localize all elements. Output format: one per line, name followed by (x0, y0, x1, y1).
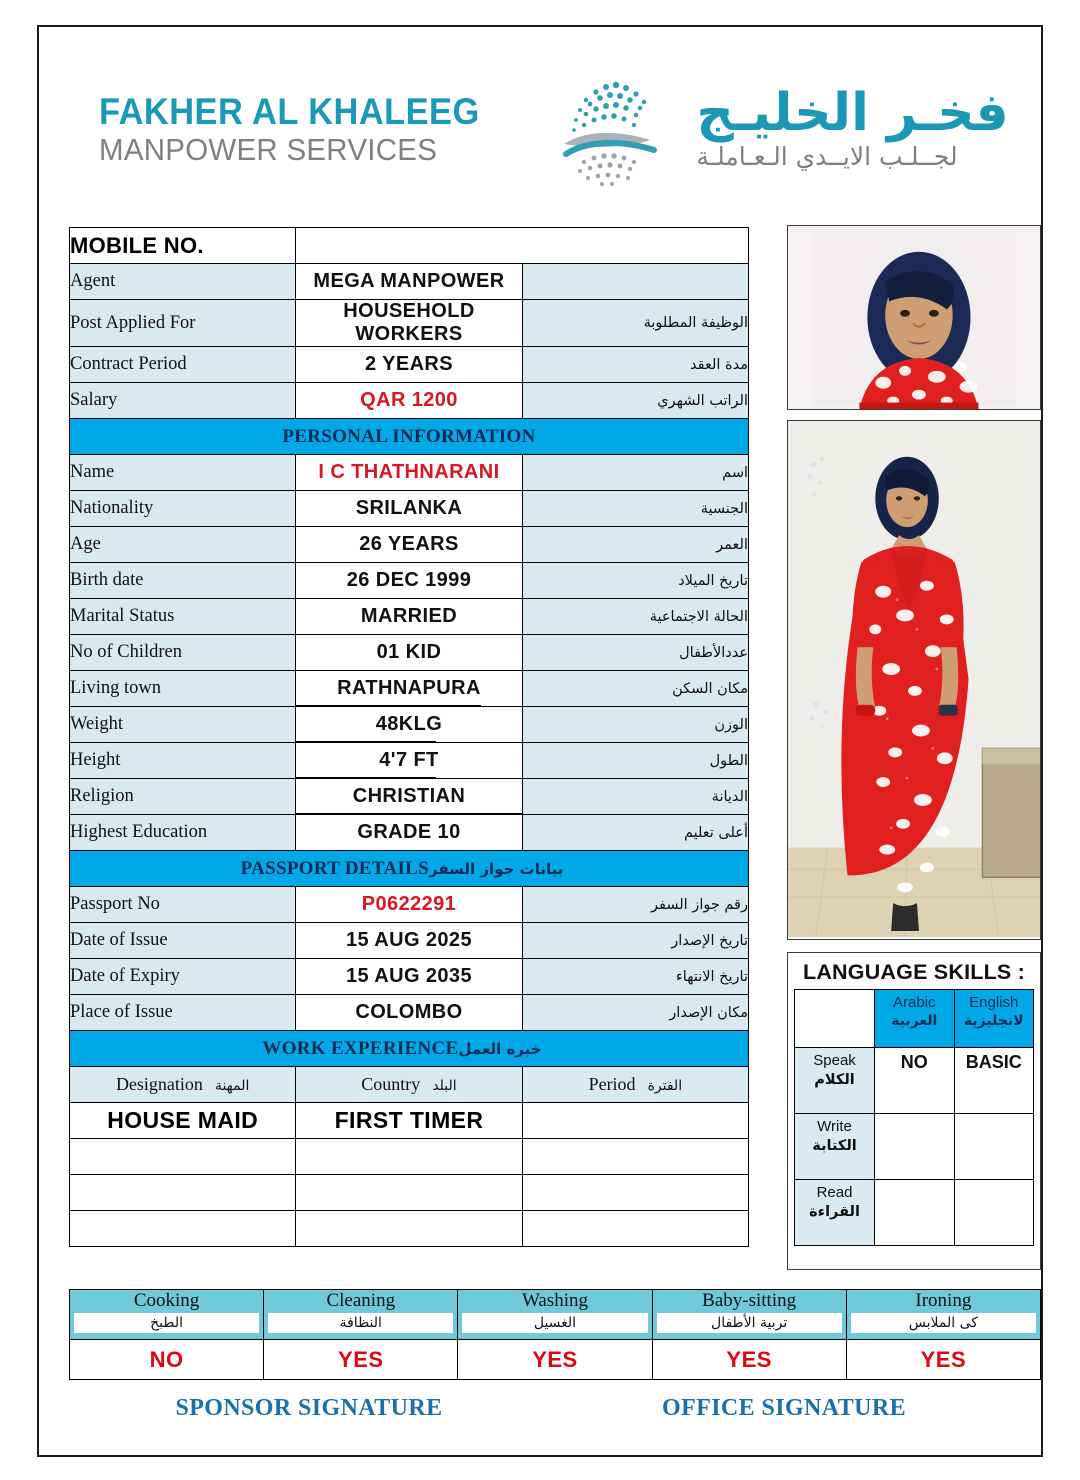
row-value: 48KLG (296, 707, 522, 743)
skill-label-babysitting: Baby-sitting (702, 1290, 797, 1311)
work-period (522, 1103, 748, 1139)
work-designation: HOUSE MAID (70, 1103, 296, 1139)
table-row (70, 779, 749, 815)
row-label: Birth date (70, 563, 296, 599)
language-skills-table (794, 989, 1034, 1246)
logo-tagline-arabic: لجــلـب الايــدي الـعـاملـة (696, 142, 958, 172)
language-columns-header (795, 990, 1034, 1048)
work-col-country-ar: البلد (432, 1078, 457, 1094)
row-label-arabic: تاريخ الإصدار (522, 923, 748, 959)
row-value: 4'7 FT (296, 743, 522, 779)
row-value-name: I C THATHNARANI (296, 455, 522, 491)
section-title-text: PERSONAL INFORMATION (282, 425, 536, 447)
language-write-english-value[interactable] (954, 1114, 1033, 1180)
row-label: Agent (70, 264, 296, 300)
table-row-mobile (70, 228, 749, 264)
skill-value-cooking: NO (70, 1340, 264, 1380)
table-row (70, 1139, 749, 1175)
row-value-salary: QAR 1200 (296, 383, 522, 419)
work-country[interactable] (296, 1211, 522, 1247)
row-label: Contract Period (70, 347, 296, 383)
work-country: FIRST TIMER (296, 1103, 522, 1139)
work-country[interactable] (296, 1175, 522, 1211)
row-value: 15 AUG 2025 (296, 923, 522, 959)
table-row (70, 671, 749, 707)
skill-label-ironing-arabic: كى الملابس (851, 1313, 1036, 1333)
table-row (70, 455, 749, 491)
skill-header-ironing (846, 1290, 1040, 1340)
row-label-arabic: مدة العقد (522, 347, 748, 383)
row-label: Marital Status (70, 599, 296, 635)
row-label-arabic: الحالة الاجتماعية (522, 599, 748, 635)
skill-label-cooking-arabic: الطبخ (74, 1313, 259, 1333)
language-read-arabic-value[interactable] (875, 1180, 954, 1246)
row-label-arabic: اسم (522, 455, 748, 491)
language-row-write (795, 1114, 1034, 1180)
logo-arabic-text (696, 83, 1009, 173)
table-row (70, 264, 749, 300)
work-country[interactable] (296, 1139, 522, 1175)
work-col-period (522, 1067, 748, 1103)
table-row (70, 347, 749, 383)
row-label-arabic: الوزن (522, 707, 748, 743)
language-row-speak (795, 1048, 1034, 1114)
language-speak-arabic-value: NO (875, 1048, 954, 1114)
row-value-passport-no: P0622291 (296, 887, 522, 923)
work-col-designation-ar: المهنة (214, 1078, 250, 1094)
language-row-write-en: Write (817, 1118, 852, 1135)
language-col-arabic (875, 990, 954, 1048)
row-label: Age (70, 527, 296, 563)
signature-row (69, 1395, 1041, 1422)
skills-header-row (70, 1290, 1041, 1340)
office-signature-label: OFFICE SIGNATURE (662, 1395, 906, 1421)
table-row (70, 635, 749, 671)
applicant-full-body-photo (787, 420, 1041, 940)
skill-value-washing: YES (458, 1340, 652, 1380)
language-row-label-speak (795, 1048, 875, 1114)
section-title-work (70, 1031, 749, 1067)
language-read-english-value[interactable] (954, 1180, 1033, 1246)
skill-header-cleaning (264, 1290, 458, 1340)
row-value: 01 KID (296, 635, 522, 671)
row-label-arabic: الطول (522, 743, 748, 779)
work-col-country (296, 1067, 522, 1103)
skill-label-cleaning-arabic: النظافة (268, 1313, 453, 1333)
logo-english-text (99, 92, 508, 169)
work-period[interactable] (522, 1139, 748, 1175)
table-row (70, 959, 749, 995)
logo-company-tagline: MANPOWER SERVICES (99, 131, 438, 167)
row-label: Passport No (70, 887, 296, 923)
skill-header-cooking (70, 1290, 264, 1340)
language-skills-title: LANGUAGE SKILLS : (803, 960, 1025, 984)
row-value: MARRIED (296, 599, 522, 635)
row-label: Height (70, 743, 296, 779)
language-write-arabic-value[interactable] (875, 1114, 954, 1180)
row-value: MEGA MANPOWER (296, 264, 522, 300)
skill-header-washing (458, 1290, 652, 1340)
row-label-arabic: تاريخ الانتهاء (522, 959, 748, 995)
language-col-arabic-ar: العربية (891, 1012, 938, 1029)
row-value: GRADE 10 (296, 815, 522, 851)
row-value: RATHNAPURA (296, 671, 522, 707)
work-col-period-en: Period (588, 1074, 636, 1094)
logo-emblem-icon (530, 70, 690, 190)
company-logo-header (69, 55, 1013, 205)
work-designation[interactable] (70, 1175, 296, 1211)
row-label-arabic: الديانة (522, 779, 748, 815)
row-value: 2 YEARS (296, 347, 522, 383)
row-value: HOUSEHOLD WORKERS (296, 300, 522, 347)
table-row (70, 707, 749, 743)
language-row-label-read (795, 1180, 875, 1246)
skill-label-washing: Washing (521, 1290, 588, 1311)
language-row-read-ar: القراءة (809, 1203, 860, 1220)
section-title-personal (70, 419, 749, 455)
language-row-label-write (795, 1114, 875, 1180)
row-value: 26 YEARS (296, 527, 522, 563)
work-col-designation-en: Designation (115, 1074, 203, 1094)
row-label-arabic: الراتب الشهري (522, 383, 748, 419)
skill-value-babysitting: YES (652, 1340, 846, 1380)
table-row (70, 563, 749, 599)
skill-label-babysitting-arabic: تربية الأطفال (657, 1313, 842, 1333)
row-value: 15 AUG 2035 (296, 959, 522, 995)
section-header-passport (70, 851, 749, 887)
skill-value-ironing: YES (846, 1340, 1040, 1380)
table-row (70, 300, 749, 347)
skill-value-cleaning: YES (264, 1340, 458, 1380)
row-label: Name (70, 455, 296, 491)
language-row-write-ar: الكتابة (812, 1137, 857, 1154)
skills-value-row (70, 1340, 1041, 1380)
row-label-arabic: عددالأطفال (522, 635, 748, 671)
row-label-arabic: الجنسية (522, 491, 748, 527)
row-label-arabic: الوظيفة المطلوبة (522, 300, 748, 347)
table-row (70, 743, 749, 779)
section-title-arabic: بيانات جواز السفر (429, 860, 564, 879)
language-skills-panel (787, 952, 1041, 1270)
row-label: Weight (70, 707, 296, 743)
row-value: SRILANKA (296, 491, 522, 527)
language-row-read-en: Read (816, 1184, 853, 1201)
section-title-arabic: خبره العمل (458, 1040, 542, 1059)
table-row (70, 491, 749, 527)
applicant-info-table (69, 227, 749, 1247)
section-title-passport (70, 851, 749, 887)
table-row (70, 815, 749, 851)
table-row (70, 1175, 749, 1211)
row-label-arabic: مكان الإصدار (522, 995, 748, 1031)
section-header-work (70, 1031, 749, 1067)
row-value: COLOMBO (296, 995, 522, 1031)
row-value: CHRISTIAN (296, 779, 522, 815)
row-label: Living town (70, 671, 296, 707)
row-label-arabic: رقم جواز السفر (522, 887, 748, 923)
logo-company-name-arabic: فخـر الخليـج (696, 83, 1009, 144)
table-row (70, 923, 749, 959)
sponsor-signature-label: SPONSOR SIGNATURE (175, 1395, 443, 1421)
skill-label-ironing: Ironing (915, 1290, 972, 1311)
language-speak-english-value: BASIC (954, 1048, 1033, 1114)
row-label-arabic: أعلى تعليم (522, 815, 748, 851)
table-row (70, 887, 749, 923)
work-columns-header (70, 1067, 749, 1103)
mobile-no-label: MOBILE NO. (70, 228, 296, 264)
table-row (70, 599, 749, 635)
work-col-designation (70, 1067, 296, 1103)
skill-label-cleaning: Cleaning (326, 1290, 396, 1311)
skill-label-washing-arabic: الغسيل (462, 1313, 647, 1333)
row-value: 26 DEC 1999 (296, 563, 522, 599)
table-row (70, 995, 749, 1031)
table-row (70, 1211, 749, 1247)
work-period[interactable] (522, 1211, 748, 1247)
section-title-text: PASSPORT DETAILS (240, 857, 430, 879)
table-row (70, 383, 749, 419)
mobile-no-value[interactable] (296, 228, 749, 264)
work-period[interactable] (522, 1175, 748, 1211)
row-label: Place of Issue (70, 995, 296, 1031)
skill-label-cooking: Cooking (133, 1290, 200, 1311)
household-skills-table (69, 1289, 1041, 1380)
applicant-passport-photo (787, 225, 1041, 410)
row-label-arabic: العمر (522, 527, 748, 563)
skill-header-babysitting (652, 1290, 846, 1340)
row-label: Highest Education (70, 815, 296, 851)
language-row-read (795, 1180, 1034, 1246)
language-row-speak-ar: الكلام (814, 1071, 855, 1088)
work-designation[interactable] (70, 1139, 296, 1175)
language-row-speak-en: Speak (813, 1052, 856, 1069)
document-page (37, 25, 1043, 1457)
row-label-arabic: تاريخ الميلاد (522, 563, 748, 599)
language-col-arabic-en: Arabic (893, 994, 936, 1011)
row-label-arabic: مكان السكن (522, 671, 748, 707)
row-label: No of Children (70, 635, 296, 671)
logo-company-name: FAKHER AL KHALEEG (99, 90, 480, 132)
work-col-period-ar: الفترة (647, 1078, 683, 1094)
work-col-country-en: Country (361, 1074, 421, 1094)
row-label: Religion (70, 779, 296, 815)
work-designation[interactable] (70, 1211, 296, 1247)
row-label-arabic (522, 264, 748, 300)
language-col-english-en: English (969, 994, 1019, 1011)
section-header-personal (70, 419, 749, 455)
row-label: Date of Expiry (70, 959, 296, 995)
section-title-text: WORK EXPERIENCE (262, 1037, 459, 1059)
language-col-english (954, 990, 1033, 1048)
row-label: Nationality (70, 491, 296, 527)
table-row (70, 1103, 749, 1139)
row-label: Salary (70, 383, 296, 419)
table-row (70, 527, 749, 563)
language-corner-cell (795, 990, 875, 1048)
row-label: Date of Issue (70, 923, 296, 959)
language-col-english-ar: لانجليزية (963, 1012, 1024, 1029)
row-label: Post Applied For (70, 300, 296, 347)
